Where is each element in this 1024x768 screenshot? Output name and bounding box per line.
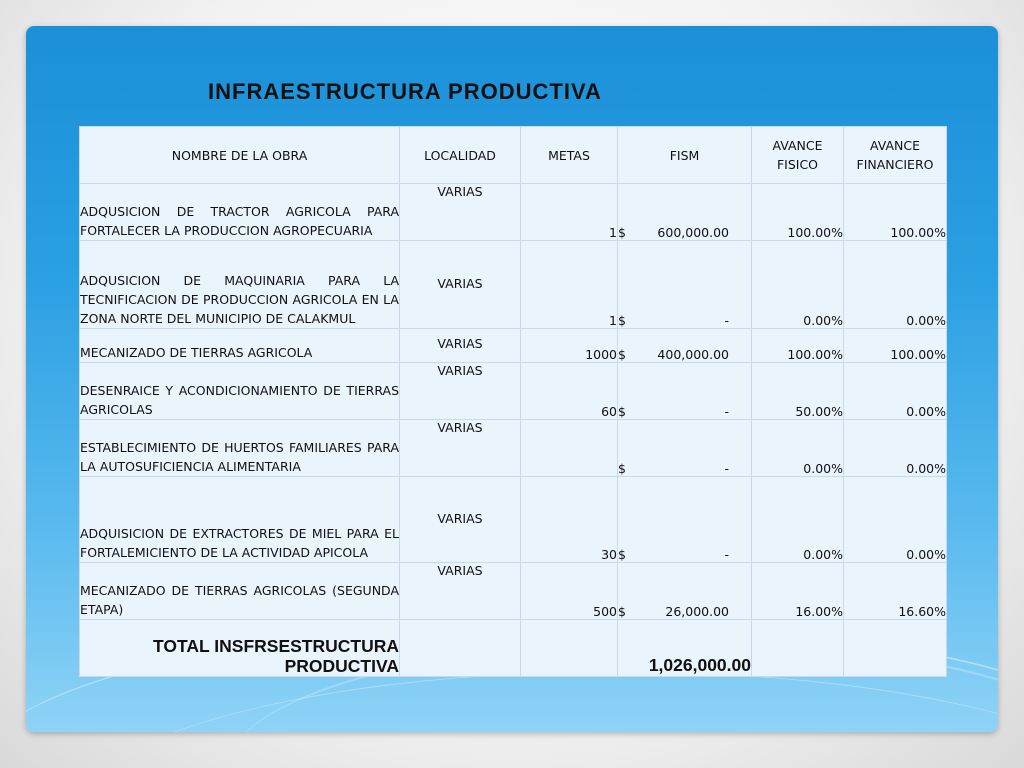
empty-cell (752, 620, 844, 677)
avance-fisico-value: 100.00% (752, 184, 844, 241)
fism-amount: - (724, 547, 729, 562)
avance-financiero-value: 100.00% (844, 329, 947, 363)
avance-fisico-value: 0.00% (752, 241, 844, 329)
avance-fisico-value: 16.00% (752, 563, 844, 620)
header-localidad: LOCALIDAD (400, 127, 521, 184)
work-name: ADQUSICION DE TRACTOR AGRICOLA PARA FORTALECER LA PRODUCCION AGROPECUARIA (80, 184, 400, 241)
header-avance-fisico: AVANCE FISICO (752, 127, 844, 184)
slide-title: INFRAESTRUCTURA PRODUCTIVA (208, 79, 602, 104)
avance-financiero-value: 0.00% (844, 477, 947, 563)
metas-value: 1 (521, 184, 618, 241)
header-nombre: NOMBRE DE LA OBRA (80, 127, 400, 184)
table-row (80, 420, 947, 477)
work-name: ADQUSICION DE MAQUINARIA PARA LA TECNIFICACION DE PRODUCCION AGRICOLA EN LA ZONA NORTE DEL MUNICIPIO DE CALAKMUL (80, 241, 400, 329)
fism-amount: - (724, 461, 729, 476)
avance-financiero-value: 0.00% (844, 420, 947, 477)
fism-value (618, 563, 752, 620)
empty-cell (521, 620, 618, 677)
locality: VARIAS (400, 477, 521, 563)
currency-symbol: $ (618, 347, 626, 362)
currency-symbol: $ (618, 225, 626, 240)
locality: VARIAS (400, 184, 521, 241)
locality: VARIAS (400, 420, 521, 477)
empty-cell (400, 620, 521, 677)
work-name: ESTABLECIMIENTO DE HUERTOS FAMILIARES PARA LA AUTOSUFICIENCIA ALIMENTARIA (80, 420, 400, 477)
locality: VARIAS (400, 329, 521, 363)
metas-value: 1 (521, 241, 618, 329)
work-name: MECANIZADO DE TIERRAS AGRICOLAS (SEGUNDA ETAPA) (80, 563, 400, 620)
avance-financiero-value: 0.00% (844, 363, 947, 420)
currency-symbol: $ (618, 604, 626, 619)
fism-value (618, 363, 752, 420)
work-name: DESENRAICE Y ACONDICIONAMIENTO DE TIERRAS AGRICOLAS (80, 363, 400, 420)
metas-value: 60 (521, 363, 618, 420)
avance-financiero-value: 100.00% (844, 184, 947, 241)
table-row (80, 241, 947, 329)
table-row (80, 329, 947, 363)
header-fism: FISM (618, 127, 752, 184)
locality: VARIAS (400, 363, 521, 420)
total-row (80, 620, 947, 677)
header-avance-financiero: AVANCE FINANCIERO (844, 127, 947, 184)
currency-symbol: $ (618, 313, 626, 328)
header-row (80, 127, 947, 184)
currency-symbol: $ (618, 404, 626, 419)
table-row (80, 184, 947, 241)
locality: VARIAS (400, 241, 521, 329)
fism-value (618, 184, 752, 241)
avance-fisico-value: 50.00% (752, 363, 844, 420)
avance-fisico-value: 0.00% (752, 477, 844, 563)
fism-amount: 26,000.00 (665, 604, 729, 619)
table-row (80, 563, 947, 620)
metas-value: 500 (521, 563, 618, 620)
currency-symbol: $ (618, 547, 626, 562)
table-row (80, 363, 947, 420)
fism-value (618, 329, 752, 363)
total-label: TOTAL INSFRSESTRUCTURA PRODUCTIVA (80, 620, 400, 677)
avance-financiero-value: 0.00% (844, 241, 947, 329)
fism-amount: - (724, 404, 729, 419)
work-name: MECANIZADO DE TIERRAS AGRICOLA (80, 329, 400, 363)
work-name: ADQUISICION DE EXTRACTORES DE MIEL PARA EL FORTALEMICIENTO DE LA ACTIVIDAD APICOLA (80, 477, 400, 563)
empty-cell (844, 620, 947, 677)
avance-fisico-value: 0.00% (752, 420, 844, 477)
avance-financiero-value: 16.60% (844, 563, 947, 620)
works-table (79, 126, 947, 677)
total-value: 1,026,000.00 (618, 620, 752, 677)
metas-value: 30 (521, 477, 618, 563)
fism-amount: 400,000.00 (657, 347, 729, 362)
fism-value (618, 241, 752, 329)
currency-symbol: $ (618, 461, 626, 476)
locality: VARIAS (400, 563, 521, 620)
fism-amount: 600,000.00 (657, 225, 729, 240)
avance-fisico-value: 100.00% (752, 329, 844, 363)
fism-value (618, 420, 752, 477)
table-row (80, 477, 947, 563)
fism-value (618, 477, 752, 563)
metas-value: 1000 (521, 329, 618, 363)
fism-amount: - (724, 313, 729, 328)
header-metas: METAS (521, 127, 618, 184)
metas-value (521, 420, 618, 477)
